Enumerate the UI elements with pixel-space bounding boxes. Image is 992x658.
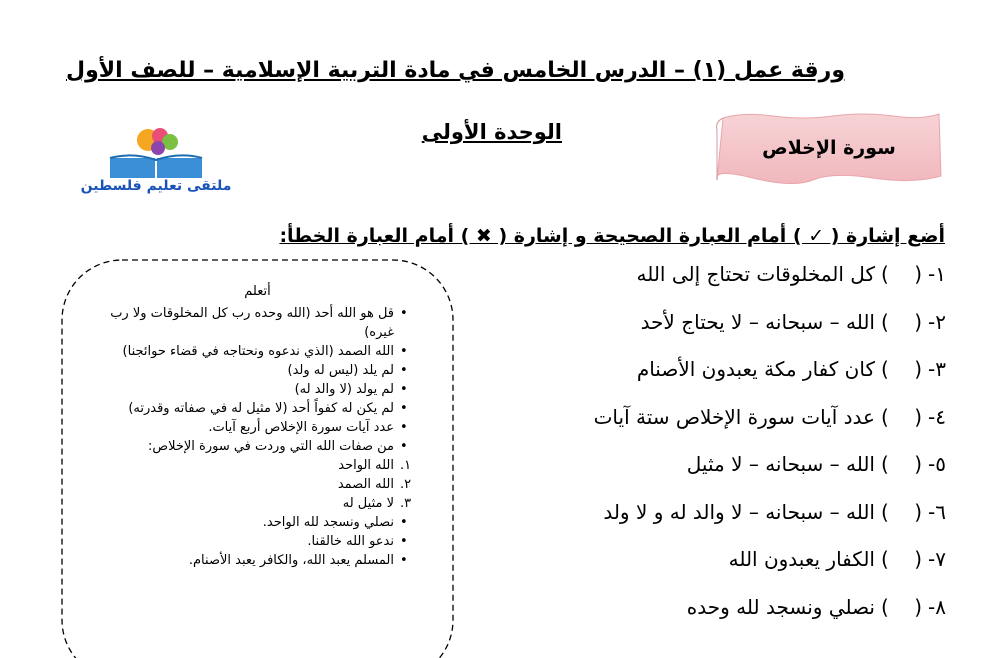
- question-text: الله – سبحانه – لا مثيل: [686, 452, 875, 476]
- logo-text: ملتقى تعليم فلسطين: [80, 178, 232, 194]
- surah-name: سورة الإخلاص: [762, 137, 896, 159]
- learn-item: [100, 475, 422, 494]
- question-item: [520, 310, 946, 358]
- question-item: [520, 500, 946, 548]
- learn-item: [100, 418, 422, 437]
- list-marker: •: [400, 534, 408, 549]
- surah-scroll-banner: [713, 110, 945, 186]
- learn-item-text: عدد آيات سورة الإخلاص أربع آيات.: [208, 420, 394, 435]
- question-number: ٦-: [928, 499, 946, 524]
- learn-item: [100, 494, 422, 513]
- question-item: [520, 452, 946, 500]
- learn-item: [100, 304, 422, 342]
- question-number: ٨-: [928, 594, 946, 619]
- question-text: نصلي ونسجد لله وحده: [686, 594, 875, 619]
- list-marker: •: [400, 382, 408, 397]
- list-marker: •: [400, 363, 408, 378]
- learn-item: [100, 437, 422, 456]
- list-marker: •: [400, 344, 408, 359]
- logo: [80, 122, 232, 202]
- learn-item-text: من صفات الله التي وردت في سورة الإخلاص:: [147, 439, 394, 454]
- learn-item-text: لم يولد (لا والد له): [294, 382, 394, 397]
- learn-item-text: ندعو الله خالقنا.: [307, 534, 394, 549]
- list-marker: •: [400, 306, 408, 321]
- question-number: ٤-: [928, 404, 946, 429]
- question-text: كل المخلوقات تحتاج إلى الله: [636, 262, 875, 286]
- learn-item: [100, 532, 422, 551]
- answer-blank[interactable]: ( ): [880, 499, 923, 524]
- instruction-text: أضع إشارة ( ✓ ) أمام العبارة الصحيحة و إشارة ( ✖ ) أمام العبارة الخطأ:: [279, 225, 945, 247]
- question-item: [520, 595, 946, 643]
- question-number: ٣-: [928, 357, 946, 381]
- question-item: [520, 262, 946, 310]
- answer-blank[interactable]: ( ): [880, 357, 923, 381]
- question-number: ٥-: [928, 452, 946, 476]
- list-marker: •: [400, 553, 408, 568]
- learn-item-text: الله الصمد (الذي ندعوه ونحتاجه في قضاء حوائجنا): [122, 344, 394, 359]
- learn-item-text: نصلي ونسجد لله الواحد.: [262, 515, 394, 530]
- question-text: الله – سبحانه – لا يحتاج لأحد: [640, 309, 875, 334]
- question-item: [520, 357, 946, 405]
- question-text: عدد آيات سورة الإخلاص ستة آيات: [593, 404, 875, 429]
- question-text: الكفار يعبدون الله: [728, 547, 875, 571]
- question-number: ١-: [928, 262, 946, 286]
- learn-item: [100, 456, 422, 475]
- list-marker: •: [400, 401, 408, 416]
- list-marker: •: [400, 515, 408, 530]
- learn-item: [100, 513, 422, 532]
- question-text: الله – سبحانه – لا والد له و لا ولد: [603, 499, 875, 524]
- list-marker: .١: [400, 458, 412, 473]
- learn-item-text: قل هو الله أحد (الله وحده رب كل المخلوقات ولا رب غيره): [110, 306, 394, 340]
- learn-item-text: المسلم يعبد الله، والكافر يعبد الأصنام.: [188, 553, 394, 568]
- learn-item: [100, 361, 422, 380]
- list-marker: .٣: [400, 496, 412, 511]
- question-number: ٧-: [928, 547, 946, 571]
- question-item: [520, 547, 946, 595]
- question-text: كان كفار مكة يعبدون الأصنام: [636, 357, 875, 381]
- list-marker: •: [400, 439, 408, 454]
- unit-title: الوحدة الأولى: [421, 120, 562, 144]
- answer-blank[interactable]: ( ): [880, 594, 923, 619]
- answer-blank[interactable]: ( ): [880, 547, 923, 571]
- learn-item-text: الله الواحد: [338, 458, 394, 473]
- learn-item-text: لا مثيل له: [342, 496, 394, 511]
- answer-blank[interactable]: ( ): [880, 309, 923, 334]
- answer-blank[interactable]: ( ): [880, 404, 923, 429]
- list-marker: •: [400, 420, 408, 435]
- learn-heading: أتعلم: [244, 284, 271, 299]
- learn-item: [100, 399, 422, 418]
- answer-blank[interactable]: ( ): [880, 452, 923, 476]
- question-item: [520, 405, 946, 453]
- answer-blank[interactable]: ( ): [880, 262, 923, 286]
- question-list: [520, 262, 946, 642]
- learn-list: [100, 304, 422, 570]
- worksheet-title: ورقة عمل (١) – الدرس الخامس في مادة التربية الإسلامية – للصف الأول: [65, 58, 845, 83]
- learn-item-text: الله الصمد: [337, 477, 394, 492]
- learn-item: [100, 342, 422, 361]
- learn-box: [60, 258, 455, 658]
- question-number: ٢-: [928, 309, 946, 334]
- learn-item: [100, 380, 422, 399]
- learn-item-text: لم يكن له كفواً أحد (لا مثيل له في صفاته وقدرته): [128, 401, 394, 416]
- learn-item: [100, 551, 422, 570]
- learn-item-text: لم يلد (ليس له ولد): [287, 363, 394, 378]
- list-marker: .٢: [400, 477, 412, 492]
